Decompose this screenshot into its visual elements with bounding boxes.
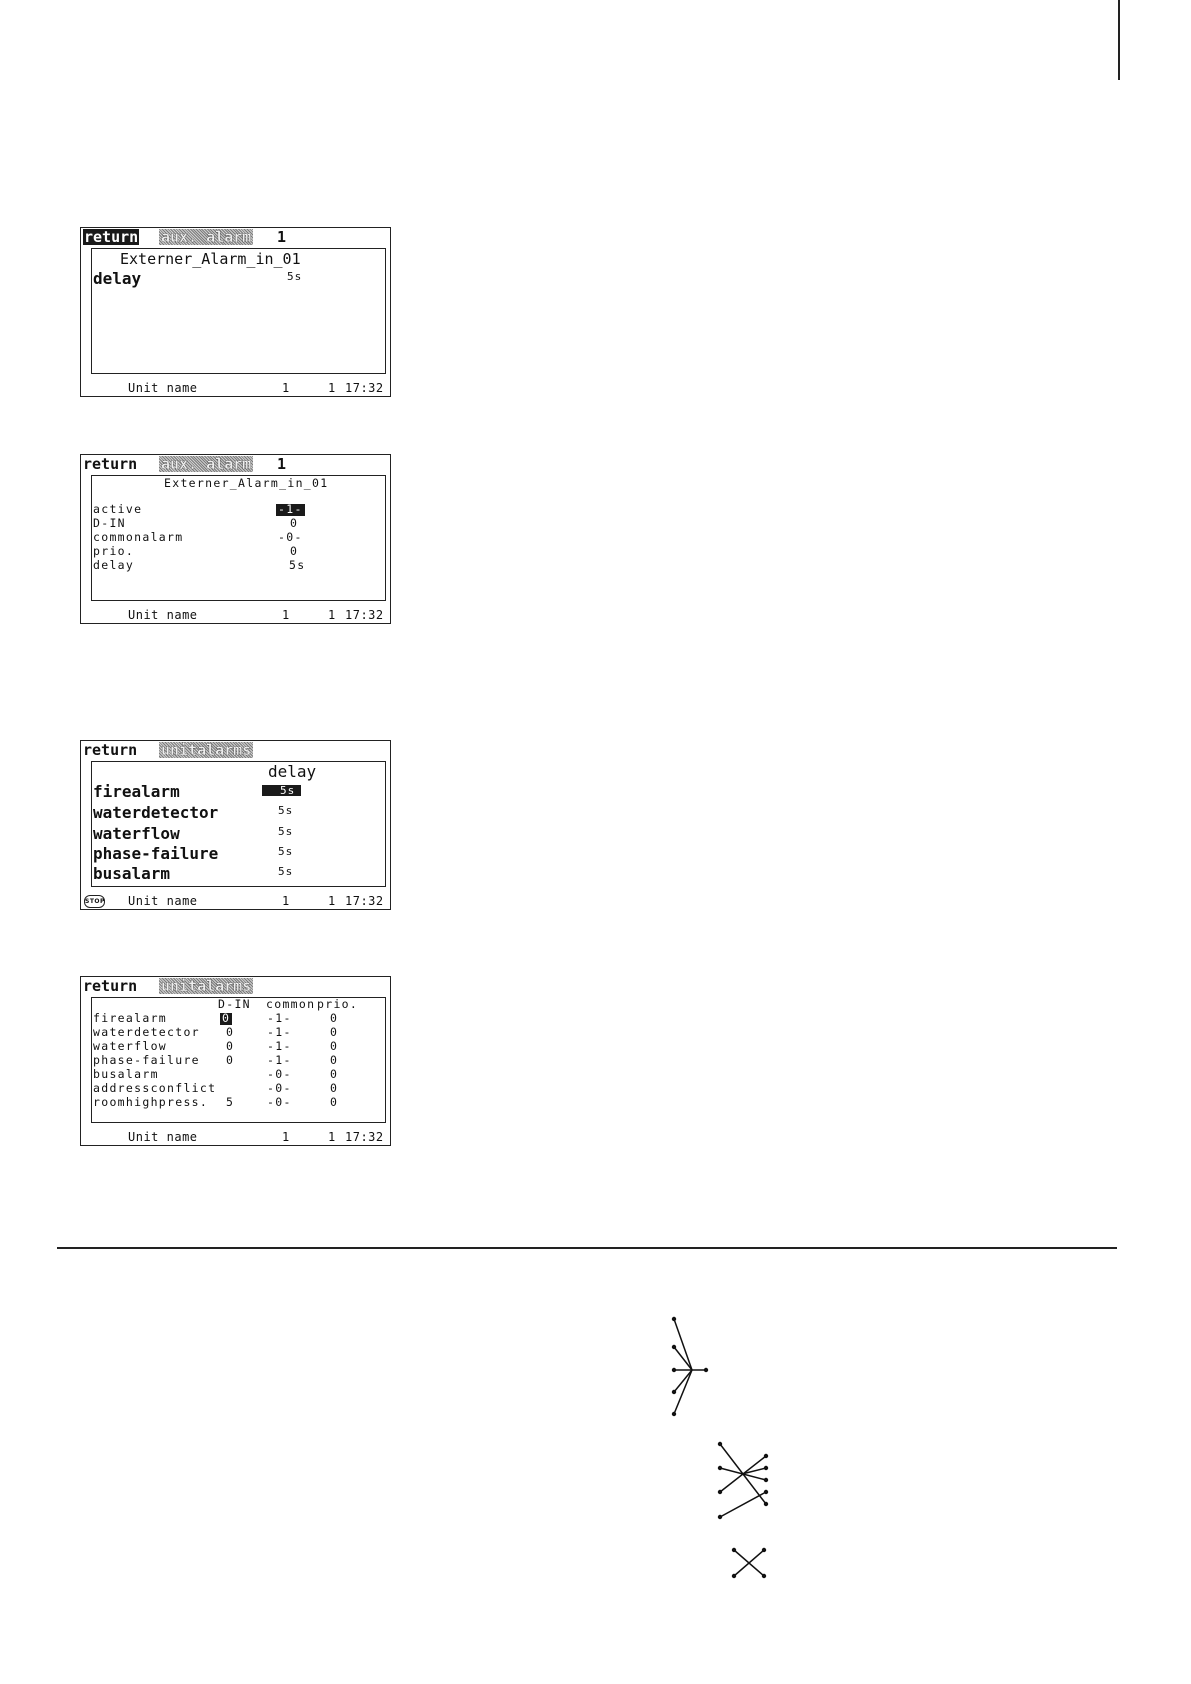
return-button[interactable]: return bbox=[83, 977, 138, 995]
cell-prio-addressconflict[interactable]: 0 bbox=[330, 1081, 339, 1095]
footer-number-2: 1 bbox=[328, 381, 336, 395]
row-label-busalarm: busalarm bbox=[93, 864, 171, 883]
row-label-phase-failure: phase-failure bbox=[93, 1053, 200, 1067]
cell-din-waterflow[interactable]: 0 bbox=[226, 1039, 235, 1053]
lcd-content-frame bbox=[91, 475, 386, 601]
row-label-delay: delay bbox=[93, 558, 135, 572]
row-label-waterdetector: waterdetector bbox=[93, 1025, 200, 1039]
menu-title-unitalarms: unitalarms bbox=[161, 977, 252, 995]
unit-name: Unit name bbox=[128, 894, 198, 908]
footer-number-2: 1 bbox=[328, 1130, 336, 1144]
alarm-title: Externer_Alarm_in_01 bbox=[120, 250, 301, 268]
row-label-addressconflict: addressconflict bbox=[93, 1081, 217, 1095]
menu-title-unitalarms: unitalarms bbox=[161, 741, 252, 759]
cell-common-busalarm[interactable]: -0- bbox=[267, 1067, 292, 1081]
footer-time: 17:32 bbox=[345, 608, 384, 622]
cell-prio-phase-failure[interactable]: 0 bbox=[330, 1053, 339, 1067]
cell-common-firealarm[interactable]: -1- bbox=[267, 1011, 292, 1025]
cell-din-waterdetector[interactable]: 0 bbox=[226, 1025, 235, 1039]
row-label-firealarm: firealarm bbox=[93, 1011, 168, 1025]
lcd-footer bbox=[81, 607, 390, 623]
row-value-delay[interactable]: 5s bbox=[289, 558, 306, 572]
lcd-content-frame bbox=[91, 248, 386, 374]
lcd-footer bbox=[81, 380, 390, 396]
cell-prio-roomhighpress[interactable]: 0 bbox=[330, 1095, 339, 1109]
row-label-prio: prio. bbox=[93, 544, 135, 558]
row-label-active: active bbox=[93, 502, 143, 516]
row-value-d-in[interactable]: 0 bbox=[290, 516, 299, 530]
cell-common-roomhighpress[interactable]: -0- bbox=[267, 1095, 292, 1109]
row-value-prio[interactable]: 0 bbox=[290, 544, 299, 558]
footer-time: 17:32 bbox=[345, 1130, 384, 1144]
cell-din-phase-failure[interactable]: 0 bbox=[226, 1053, 235, 1067]
return-button[interactable]: return bbox=[83, 741, 138, 759]
row-value-firealarm[interactable]: 5s bbox=[262, 785, 301, 796]
menu-title-aux-alarm: aux. alarm bbox=[161, 455, 252, 473]
cell-common-addressconflict[interactable]: -0- bbox=[267, 1081, 292, 1095]
footer-time: 17:32 bbox=[345, 894, 384, 908]
lcd-content-frame bbox=[91, 997, 386, 1123]
column-header-delay: delay bbox=[268, 762, 317, 781]
alarm-number: 1 bbox=[277, 455, 287, 473]
lcd-header bbox=[81, 741, 390, 759]
row-value-waterflow[interactable]: 5s bbox=[278, 825, 294, 838]
return-button[interactable]: return bbox=[84, 228, 139, 246]
return-button[interactable]: return bbox=[83, 455, 138, 473]
footer-number-2: 1 bbox=[328, 894, 336, 908]
footer-number: 1 bbox=[282, 608, 290, 622]
row-label-firealarm: firealarm bbox=[93, 782, 180, 801]
row-label-waterflow: waterflow bbox=[93, 824, 180, 843]
stop-icon[interactable]: STOP bbox=[84, 895, 105, 908]
cell-prio-busalarm[interactable]: 0 bbox=[330, 1067, 339, 1081]
cross-line-diagram-icon bbox=[730, 1545, 770, 1581]
footer-number: 1 bbox=[282, 894, 290, 908]
row-value-waterdetector[interactable]: 5s bbox=[278, 804, 294, 817]
lcd-header bbox=[81, 977, 390, 995]
cell-prio-waterflow[interactable]: 0 bbox=[330, 1039, 339, 1053]
cell-common-waterdetector[interactable]: -1- bbox=[267, 1025, 292, 1039]
row-label-phase-failure: phase-failure bbox=[93, 844, 219, 863]
lcd-content-frame bbox=[91, 761, 386, 887]
cell-prio-waterdetector[interactable]: 0 bbox=[330, 1025, 339, 1039]
row-label-roomhighpress: roomhighpress. bbox=[93, 1095, 209, 1109]
row-value-active[interactable]: -1- bbox=[278, 502, 303, 516]
row-label-busalarm: busalarm bbox=[93, 1067, 159, 1081]
lcd-header bbox=[81, 455, 390, 473]
row-label-waterdetector: waterdetector bbox=[93, 803, 219, 822]
unit-name: Unit name bbox=[128, 1130, 198, 1144]
row-value-phase-failure[interactable]: 5s bbox=[278, 845, 294, 858]
column-header-prio: prio. bbox=[317, 997, 359, 1011]
footer-number: 1 bbox=[282, 1130, 290, 1144]
cell-prio-firealarm[interactable]: 0 bbox=[330, 1011, 339, 1025]
column-header-d-in: D-IN bbox=[218, 997, 251, 1011]
lcd-screen-unitalarms-table bbox=[80, 976, 391, 1146]
row-label-delay: delay bbox=[93, 269, 142, 288]
row-value-commonalarm[interactable]: -0- bbox=[278, 530, 303, 544]
menu-title-aux-alarm: aux. alarm bbox=[161, 228, 252, 246]
lcd-header bbox=[81, 228, 390, 246]
row-label-waterflow: waterflow bbox=[93, 1039, 168, 1053]
horizontal-divider bbox=[57, 1247, 1117, 1249]
footer-number: 1 bbox=[282, 381, 290, 395]
cell-common-waterflow[interactable]: -1- bbox=[267, 1039, 292, 1053]
alarm-number: 1 bbox=[277, 228, 287, 246]
row-value-delay[interactable]: 5s bbox=[287, 270, 303, 283]
cell-din-firealarm[interactable]: 0 bbox=[222, 1011, 231, 1025]
lcd-screen-unitalarms-delay bbox=[80, 740, 391, 910]
lcd-footer bbox=[81, 1129, 390, 1145]
footer-number-2: 1 bbox=[328, 608, 336, 622]
row-value-busalarm[interactable]: 5s bbox=[278, 865, 294, 878]
fan-line-diagram-icon bbox=[660, 1315, 710, 1415]
alarm-title: Externer_Alarm_in_01 bbox=[164, 476, 329, 490]
lcd-screen-aux-alarm-delay bbox=[80, 227, 391, 397]
unit-name: Unit name bbox=[128, 608, 198, 622]
lcd-screen-aux-alarm-settings bbox=[80, 454, 391, 624]
row-label-d-in: D-IN bbox=[93, 516, 126, 530]
cell-common-phase-failure[interactable]: -1- bbox=[267, 1053, 292, 1067]
page-edge-line bbox=[1118, 0, 1120, 80]
footer-time: 17:32 bbox=[345, 381, 384, 395]
row-label-commonalarm: commonalarm bbox=[93, 530, 184, 544]
cell-din-roomhighpress[interactable]: 5 bbox=[226, 1095, 235, 1109]
lcd-footer bbox=[81, 893, 390, 909]
unit-name: Unit name bbox=[128, 381, 198, 395]
column-header-common: common bbox=[266, 997, 316, 1011]
star-line-diagram-icon bbox=[712, 1440, 772, 1522]
